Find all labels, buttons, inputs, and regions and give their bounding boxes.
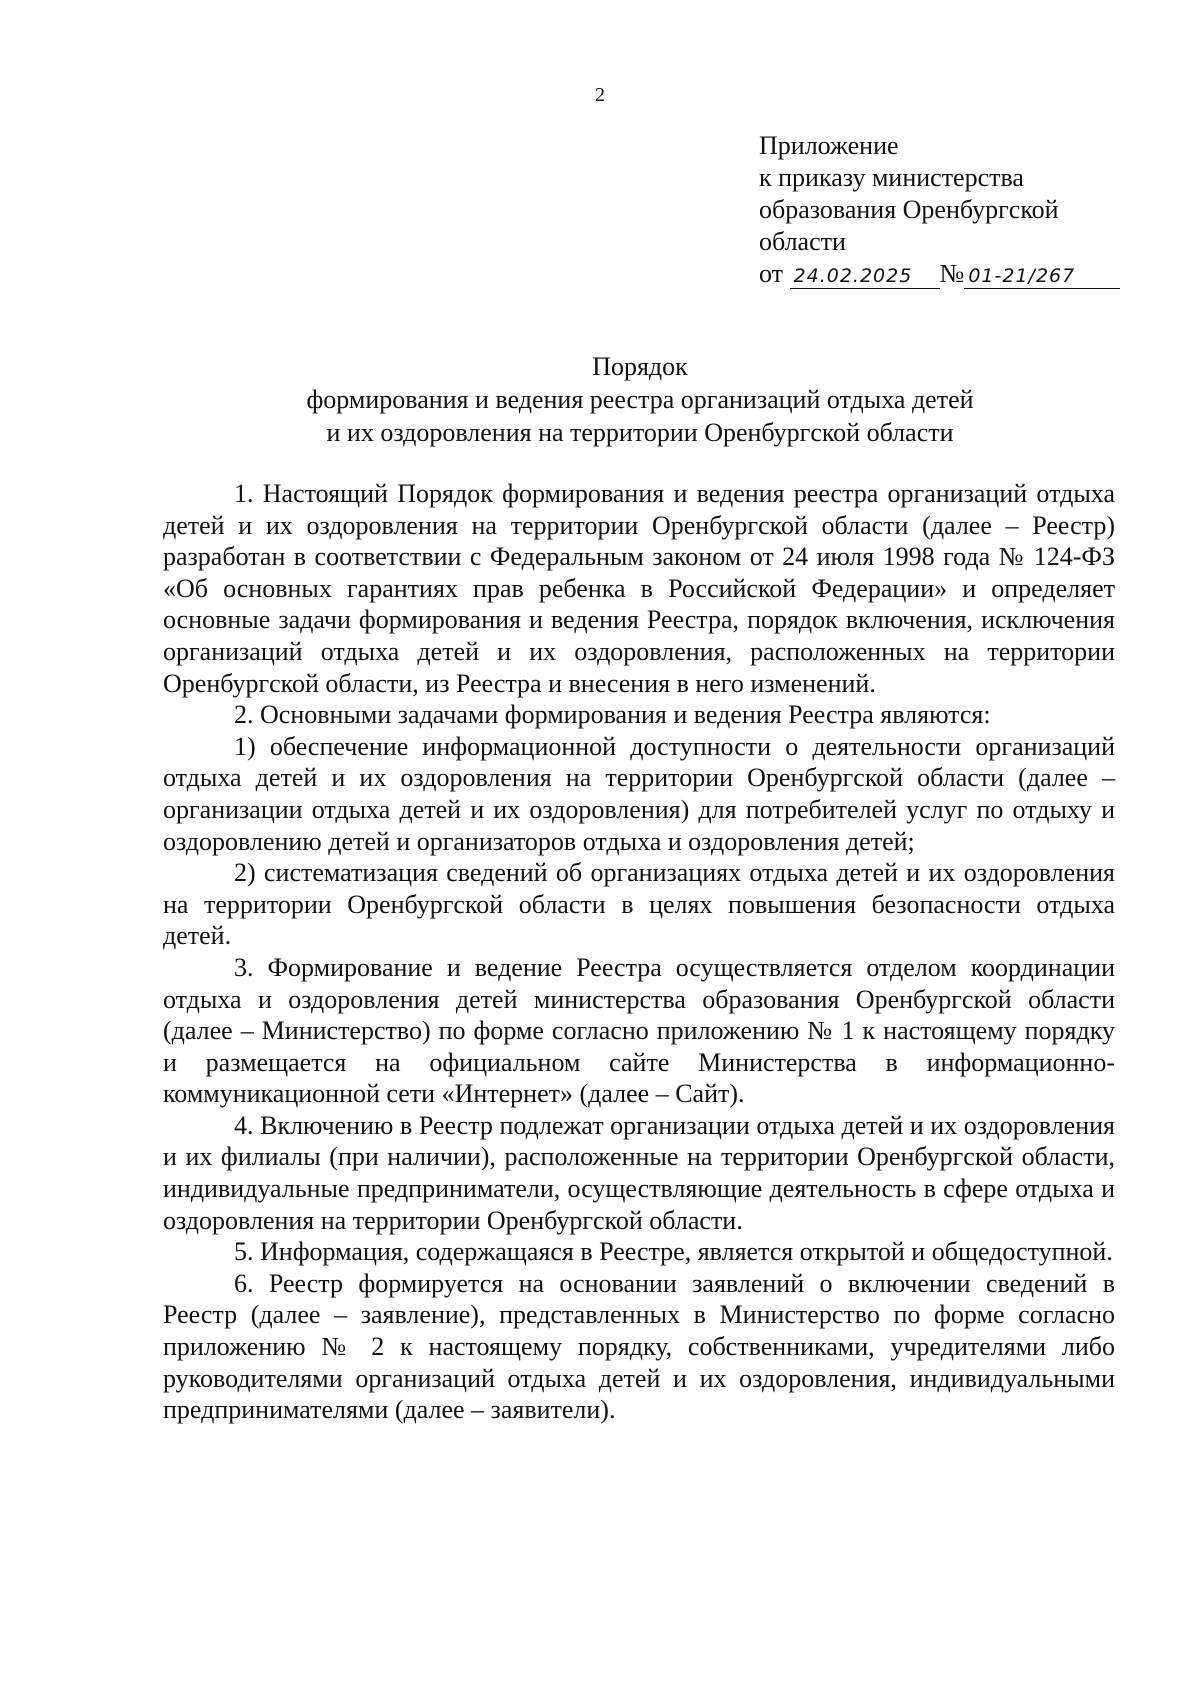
- page-number: 2: [595, 84, 605, 106]
- appendix-line: области: [759, 227, 846, 256]
- title-line: формирования и ведения реестра организаций отдыха детей: [306, 385, 974, 414]
- number-prefix: №: [939, 259, 965, 288]
- paragraph-2-item-2: 2) систематизация сведений об организациях отдыха детей и их оздоровления на территории Оренбургской области в целях повышения безопасности отдыха детей.: [163, 858, 1115, 951]
- handwritten-date: 24.02.2025: [793, 265, 913, 287]
- paragraph-1: 1. Настоящий Порядок формирования и ведения реестра организаций отдыха детей и их оздоровления на территории Оренбургской области (далее – Реестр) разработан в соответствии с Федеральным законом от 24 июля 1998 года № 124-ФЗ «Об основных гарантиях прав ребенка в Российской Федерации» и определяет основные задачи формирования и ведения Реестра, порядок включения, исключения организаций отдыха детей и их оздоровления, расположенных на территории Оренбургской области, из Реестра и внесения в него изменений.: [163, 479, 1115, 698]
- appendix-line: образования Оренбургской: [759, 195, 1059, 224]
- paragraph-4: 4. Включению в Реестр подлежат организации отдыха детей и их оздоровления и их филиалы (при наличии), расположенные на территории Оренбургской области, индивидуальные предприниматели, осуществляющие деятельность в сфере отдыха и оздоровления на территории Оренбургской области.: [163, 1110, 1115, 1235]
- handwritten-number: 01-21/267: [968, 265, 1076, 287]
- appendix-line: Приложение: [759, 131, 899, 160]
- title-line: Порядок: [592, 352, 688, 381]
- paragraph-5: 5. Информация, содержащаяся в Реестре, является открытой и общедоступной.: [234, 1237, 1113, 1267]
- paragraph-3: 3. Формирование и ведение Реестра осуществляется отделом координации отдыха и оздоровления детей министерства образования Оренбургской области (далее – Министерство) по форме согласно приложению № 1 к настоящему порядку и размещается на официальном сайте Министерства в информационно-коммуникационной сети «Интернет» (далее – Сайт).: [163, 952, 1115, 1109]
- paragraph-2: 2. Основными задачами формирования и ведения Реестра являются:: [234, 700, 991, 730]
- order-date-number-line: [759, 258, 1179, 290]
- document-body: [163, 478, 1115, 1426]
- paragraph-2-item-1: 1) обеспечение информационной доступности о деятельности организаций отдыха детей и их оздоровления на территории Оренбургской области (далее – организации отдыха детей и их оздоровления) для потребителей услуг по отдыху и оздоровлению детей и организаторов отдыха и оздоровления детей;: [163, 731, 1115, 856]
- paragraph-6: 6. Реестр формируется на основании заявлений о включении сведений в Реестр (далее – заявление), представленных в Министерство по форме согласно приложению № 2 к настоящему порядку, собственниками, учредителями либо руководителями организаций отдыха детей и их оздоровления, индивидуальными предпринимателями (далее – заявители).: [163, 1268, 1115, 1425]
- title-line: и их оздоровления на территории Оренбургской области: [326, 418, 954, 447]
- document-title: [160, 350, 1120, 449]
- appendix-line: к приказу министерства: [759, 163, 1024, 192]
- appendix-block: [759, 130, 1179, 290]
- date-prefix: от: [759, 259, 784, 288]
